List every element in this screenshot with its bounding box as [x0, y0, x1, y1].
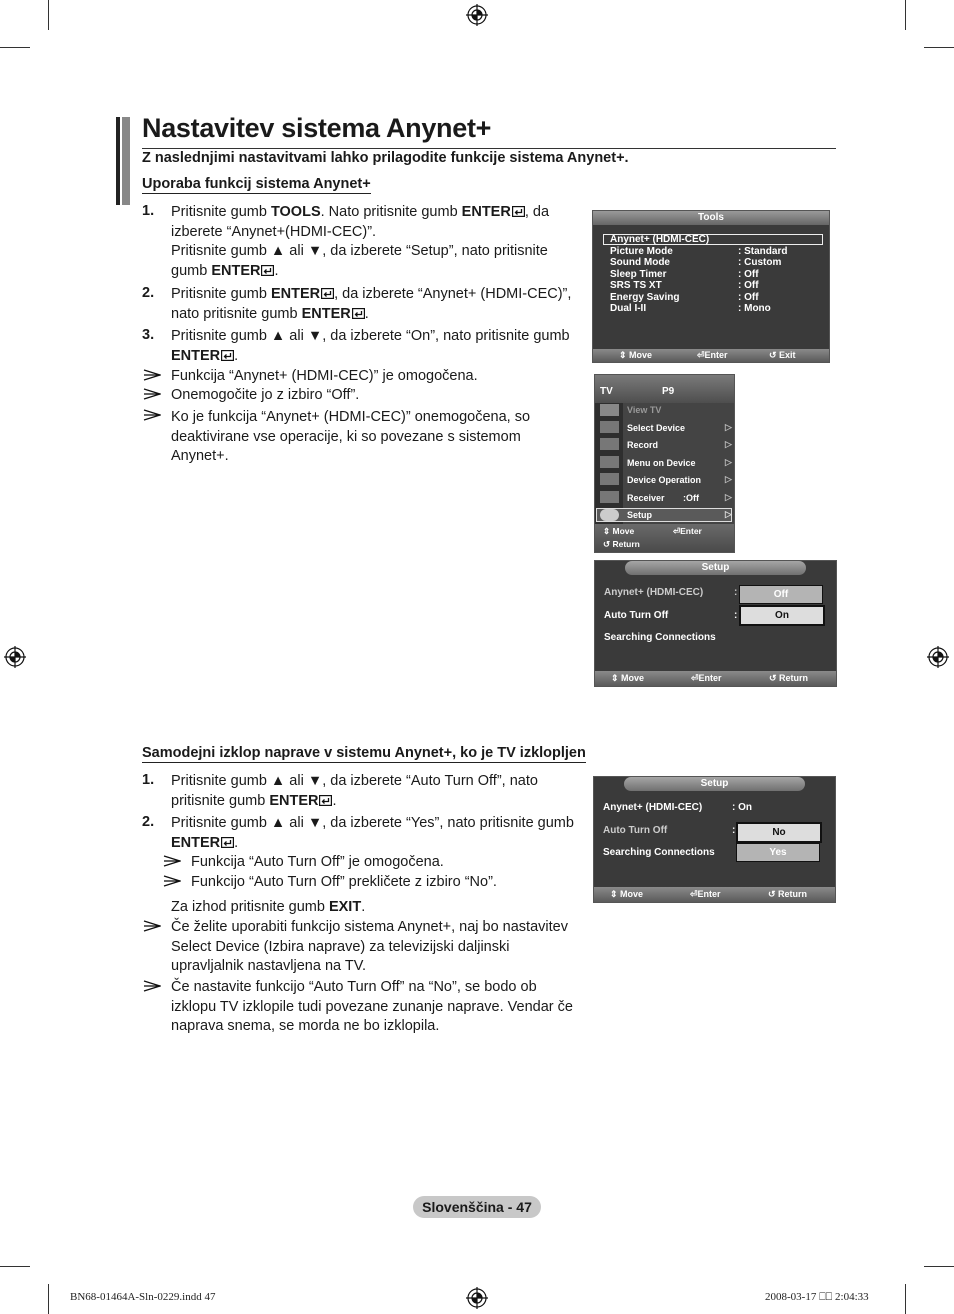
- note-arrow-icon: [163, 855, 181, 867]
- step-number: 3.: [142, 327, 155, 343]
- osd-tools-menu: [592, 210, 830, 363]
- title-accent-bar: [116, 117, 130, 205]
- option-on[interactable]: On: [739, 605, 825, 626]
- note-text: Ko je funkcija “Anynet+ (HDMI-CEC)” onemogočena, so deaktivirane vse operacije, ki so povezane s sistemom Anynet+.: [171, 409, 531, 464]
- enter-hint: ⏎Enter: [697, 350, 728, 360]
- osd-row-label[interactable]: Picture Mode: [610, 245, 673, 257]
- osd-footer: ⇕ Move ⏎Enter ↺ Return: [594, 887, 835, 902]
- osd-row-value: : Mono: [738, 303, 771, 314]
- channel-label: P9: [662, 386, 675, 397]
- osd-row-value: : Standard: [738, 245, 788, 257]
- step-number: 2.: [142, 814, 155, 830]
- enter-icon: [319, 795, 332, 806]
- osd-row-label[interactable]: Anynet+ (HDMI-CEC): [610, 234, 710, 245]
- osd-anynet-footer: ⇕ Move ⏎Enter ↺ Return: [595, 524, 734, 552]
- note-text: Funkcija “Auto Turn Off” je omogočena.: [191, 854, 444, 870]
- note-text: Če želite uporabiti funkcijo sistema Anynet+, naj bo nastavitev Select Device (Izbira naprave) za televizijski daljinski upravljalnik nastavljena na TV.: [171, 919, 568, 974]
- osd-setup-menu-2: [593, 776, 836, 903]
- osd-row-value: : Off: [738, 280, 759, 291]
- setting-searching-connections[interactable]: Searching Connections: [604, 632, 716, 643]
- osd-row-value: : Off: [738, 268, 759, 280]
- registration-mark-icon: [4, 646, 26, 668]
- osd-anynet-menu: [594, 374, 735, 553]
- option-yes[interactable]: Yes: [736, 843, 820, 862]
- move-hint: Move: [620, 889, 644, 899]
- device-operation-icon: [600, 473, 619, 485]
- view-tv-icon: [600, 404, 619, 416]
- setup-gear-icon: [600, 509, 619, 521]
- move-hint: Move: [612, 526, 635, 536]
- section1-step1: Pritisnite gumb TOOLS. Nato pritisnite gumb ENTER , da izberete “Anynet+(HDMI-CEC)”. Pritisnite gumb ▲ ali ▼, da izberete “Setup”, nato pritisnite gumb ENTER .: [171, 204, 550, 279]
- crop-mark: [924, 1266, 954, 1267]
- crop-mark: [48, 1284, 49, 1314]
- exit-instruction: Za izhod pritisnite gumb EXIT.: [171, 899, 366, 915]
- menu-item-record[interactable]: Record: [627, 440, 659, 450]
- return-hint: Return: [779, 673, 809, 683]
- osd-row-label[interactable]: Sleep Timer: [610, 268, 667, 280]
- imprint-file: BN68-01464A-Sln-0229.indd 47: [70, 1291, 216, 1303]
- osd-row-value: : Off: [738, 291, 759, 303]
- enter-icon: [352, 308, 365, 319]
- setting-anynet[interactable]: Anynet+ (HDMI-CEC): [603, 802, 703, 813]
- option-off[interactable]: Off: [739, 585, 823, 604]
- crop-mark: [924, 47, 954, 48]
- receiver-value: :Off: [683, 493, 699, 503]
- note-arrow-icon: [143, 920, 161, 932]
- crop-mark: [0, 47, 30, 48]
- enter-icon: [261, 265, 274, 276]
- select-device-icon: [600, 421, 619, 433]
- crop-mark: [905, 0, 906, 30]
- osd-anynet-header: [595, 375, 734, 403]
- setting-searching-connections[interactable]: Searching Connections: [603, 847, 715, 858]
- return-hint: Return: [778, 889, 808, 899]
- option-no[interactable]: No: [736, 822, 822, 843]
- enter-icon: [321, 288, 334, 299]
- note-text: Funkcijo “Auto Turn Off” prekličete z izbiro “No”.: [191, 874, 497, 890]
- enter-hint: Enter: [698, 673, 722, 683]
- osd-header: Setup: [624, 777, 805, 791]
- step-number: 1.: [142, 203, 155, 219]
- enter-icon: [221, 837, 234, 848]
- setting-anynet[interactable]: Anynet+ (HDMI-CEC): [604, 587, 704, 598]
- chevron-right-icon: ▷: [725, 439, 732, 449]
- move-hint: Move: [621, 673, 645, 683]
- registration-mark-icon: [466, 1287, 488, 1309]
- menu-on-device-icon: [600, 456, 619, 468]
- enter-icon: [512, 206, 525, 217]
- menu-item-setup[interactable]: Setup: [627, 510, 653, 520]
- menu-item-device-operation[interactable]: Device Operation: [627, 475, 702, 485]
- crop-mark: [0, 1266, 30, 1267]
- osd-row-value: : Custom: [738, 257, 782, 268]
- section2-heading: Samodejni izklop naprave v sistemu Anynet+, ko je TV izklopljen: [142, 745, 586, 761]
- section2-step2: Pritisnite gumb ▲ ali ▼, da izberete “Yes”, nato pritisnite gumb ENTER .: [171, 815, 574, 851]
- receiver-icon: [600, 491, 619, 503]
- osd-row-label[interactable]: Energy Saving: [610, 291, 680, 303]
- colon: :: [734, 587, 738, 598]
- section2-step1: Pritisnite gumb ▲ ali ▼, da izberete “Auto Turn Off”, nato pritisnite gumb ENTER .: [171, 773, 538, 809]
- enter-hint: Enter: [680, 526, 702, 536]
- note-arrow-icon: [163, 875, 181, 887]
- colon: :: [734, 610, 738, 621]
- chevron-right-icon: ▷: [725, 509, 732, 519]
- osd-tools-labels: [610, 234, 709, 315]
- section1-step2: Pritisnite gumb ENTER , da izberete “Anynet+ (HDMI-CEC)”, nato pritisnite gumb ENTER .: [171, 286, 572, 322]
- osd-setup-menu-1: [594, 560, 837, 687]
- setting-anynet-value: : On: [732, 802, 752, 813]
- note-arrow-icon: [143, 409, 161, 421]
- title-rule: [142, 148, 836, 149]
- osd-header: Tools: [593, 211, 829, 225]
- crop-mark: [905, 1284, 906, 1314]
- registration-mark-icon: [466, 4, 488, 26]
- step-number: 2.: [142, 285, 155, 301]
- note-arrow-icon: [143, 980, 161, 992]
- setting-auto-turn-off[interactable]: Auto Turn Off: [603, 825, 668, 836]
- enter-hint: Enter: [697, 889, 721, 899]
- chevron-right-icon: ▷: [725, 492, 732, 502]
- colon: :: [732, 825, 736, 836]
- osd-tools-values: [738, 246, 787, 315]
- tv-label: TV: [600, 386, 613, 397]
- step-number: 1.: [142, 772, 155, 788]
- crop-mark: [48, 0, 49, 30]
- menu-item-menu-on-device[interactable]: Menu on Device: [627, 458, 696, 468]
- chevron-right-icon: ▷: [725, 474, 732, 484]
- lead-text: Z naslednjimi nastavitvami lahko prilagodite funkcije sistema Anynet+.: [142, 150, 629, 166]
- osd-row-label[interactable]: Dual I-II: [610, 303, 647, 314]
- osd-header: Setup: [625, 561, 806, 575]
- menu-item-view-tv[interactable]: View TV: [627, 405, 662, 415]
- section1-step3: Pritisnite gumb ▲ ali ▼, da izberete “On”, nato pritisnite gumb ENTER .: [171, 328, 570, 364]
- page-number-badge: Slovenščina - 47: [413, 1196, 541, 1218]
- note-arrow-icon: [143, 369, 161, 381]
- note-text: Če nastavite funkcijo “Auto Turn Off” na “No”, se bodo ob izklopu TV izklopile tudi povezane zunanje naprave. Vendar če naprava snema, se morda ne bo izklopila.: [171, 979, 573, 1034]
- section1-heading: Uporaba funkcij sistema Anynet+: [142, 176, 371, 192]
- move-hint: ⇕ Move: [619, 350, 653, 360]
- osd-row-label[interactable]: Sound Mode: [610, 257, 670, 268]
- menu-item-receiver[interactable]: Receiver: [627, 493, 665, 503]
- note-text: Onemogočite jo z izbiro “Off”.: [171, 387, 360, 403]
- imprint-date: 2008-03-17 ⎕⎕ 2:04:33: [765, 1291, 869, 1303]
- note-arrow-icon: [143, 388, 161, 400]
- osd-footer: ⇕ Move ⏎Enter ↺ Return: [595, 671, 836, 686]
- exit-hint: ↺ Exit: [769, 350, 796, 360]
- osd-row-label[interactable]: SRS TS XT: [610, 280, 662, 291]
- record-icon: [600, 438, 619, 450]
- chevron-right-icon: ▷: [725, 422, 732, 432]
- page-title: Nastavitev sistema Anynet+: [142, 113, 492, 143]
- registration-mark-icon: [927, 646, 949, 668]
- menu-item-select-device[interactable]: Select Device: [627, 423, 686, 433]
- note-text: Funkcija “Anynet+ (HDMI-CEC)” je omogočena.: [171, 368, 478, 384]
- setting-auto-turn-off[interactable]: Auto Turn Off: [604, 610, 669, 621]
- enter-icon: [221, 350, 234, 361]
- osd-footer: [593, 349, 829, 362]
- chevron-right-icon: ▷: [725, 457, 732, 467]
- return-hint: Return: [612, 539, 640, 549]
